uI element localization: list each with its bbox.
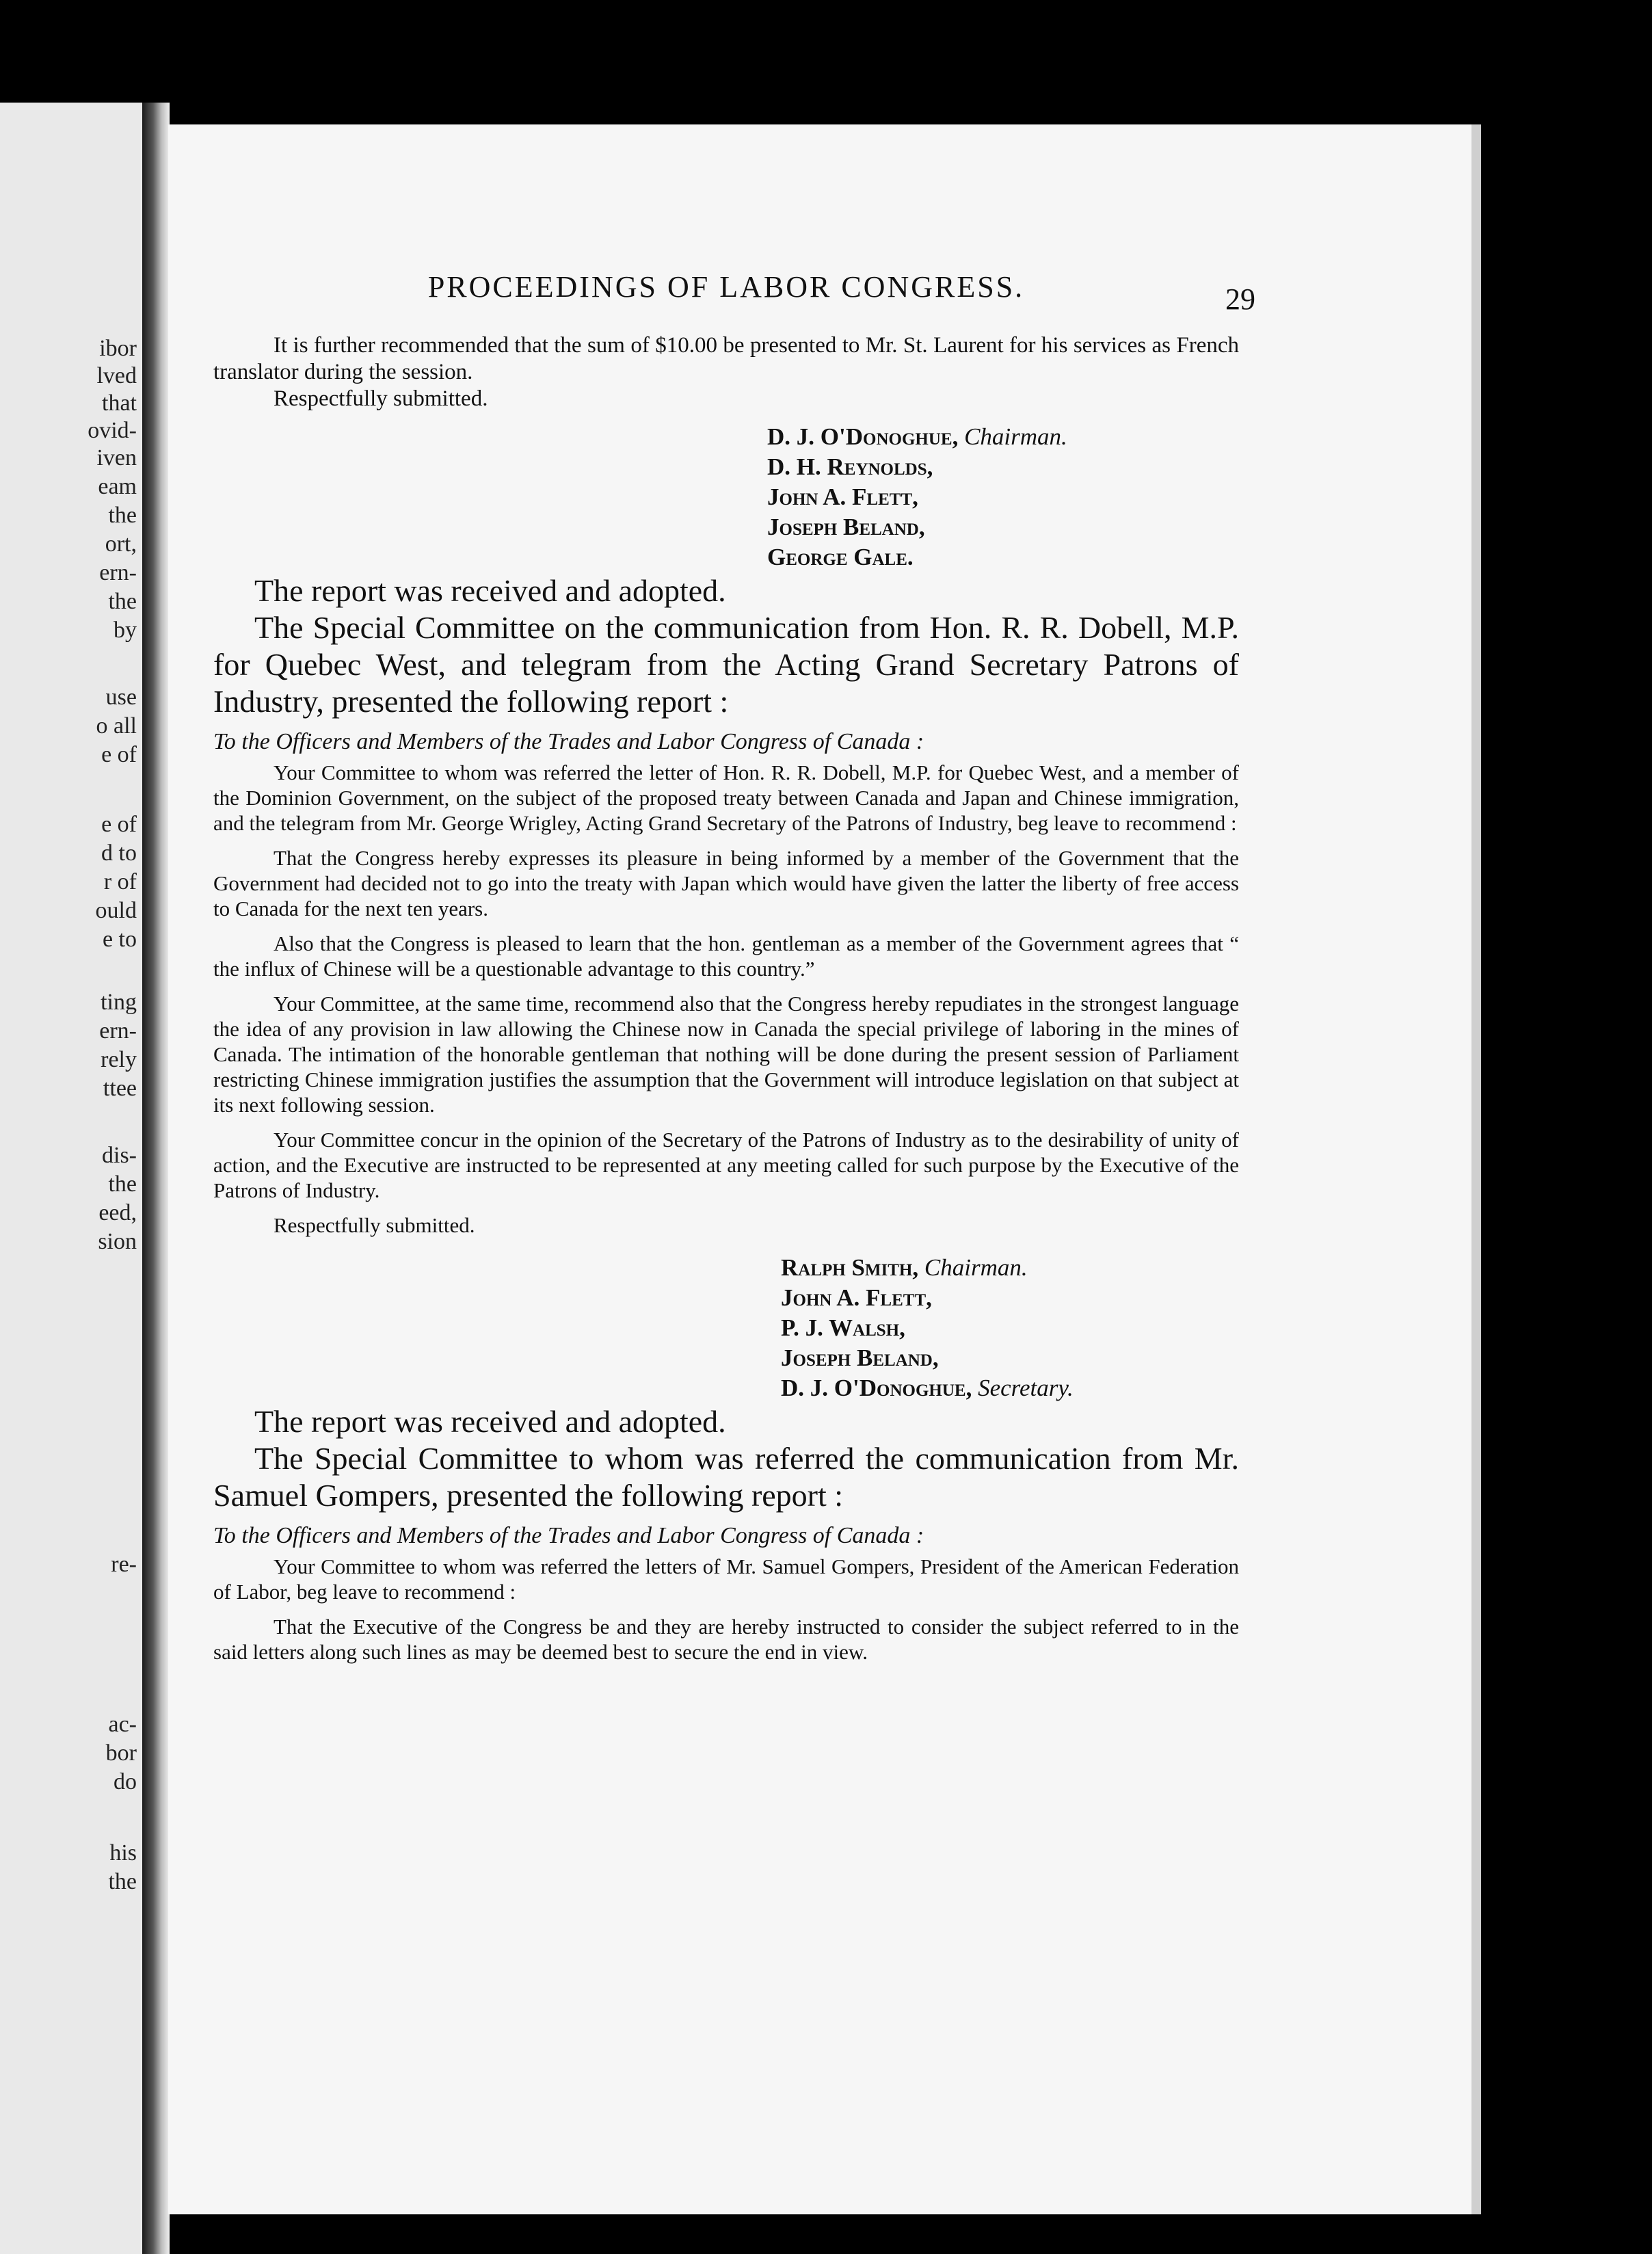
left-page-fragment: ttee: [103, 1076, 137, 1101]
signatory: John A. Flett,: [781, 1284, 932, 1311]
report1-signatories: [767, 422, 1239, 572]
report2-salutation: To the Officers and Members of the Trades and Labor Congress of Canada :: [213, 729, 924, 754]
left-page-fragment: ern-: [99, 560, 137, 585]
report3-salutation: To the Officers and Members of the Trades and Labor Congress of Canada :: [213, 1523, 924, 1548]
report3-paragraph: Your Committee to whom was referred the letters of Mr. Samuel Gompers, President of the American Federation of Labor, beg leave to recommend :: [213, 1554, 1239, 1604]
left-page-fragment: d to: [101, 840, 137, 866]
left-page-fragment: the: [108, 589, 137, 614]
signatory: John A. Flett,: [767, 483, 918, 510]
left-page-fragment: re-: [111, 1552, 137, 1577]
signatory: D. H. Reynolds,: [767, 453, 933, 480]
left-page-fragment: r of: [103, 869, 137, 894]
report2-paragraph: Your Committee, at the same time, recommend also that the Congress hereby repudiates in the strongest language the idea of any provision in law allowing the Chinese now in Canada the special privilege of laboring in the mines of Canada. The intimation of the honorable gentleman that nothing will be done during the present session of Parliament restricting Chinese immigration justifies the assumption that the Government will introduce legislation on that subject at its next following session.: [213, 992, 1239, 1117]
running-head: PROCEEDINGS OF LABOR CONGRESS.: [427, 270, 1025, 304]
signatory: D. J. O'Donoghue, Secretary.: [781, 1375, 1074, 1401]
left-page-fragment: dis-: [102, 1143, 137, 1168]
left-page-fragment: e to: [102, 927, 137, 952]
adopted-notice-2: The report was received and adopted.: [254, 1404, 726, 1439]
report1-closing: Respectfully submitted.: [274, 386, 488, 411]
signatory: D. J. O'Donoghue, Chairman.: [767, 423, 1067, 450]
signatory: P. J. Walsh,: [781, 1314, 905, 1341]
left-page-fragment: eam: [98, 474, 137, 499]
left-page-fragment: bor: [105, 1740, 137, 1766]
left-page-fragment: rely: [101, 1047, 137, 1072]
left-page-fragment: ibor: [99, 336, 137, 361]
left-page-fragment: sion: [98, 1229, 137, 1254]
left-page-fragment: ould: [95, 898, 137, 923]
adopted-notice-1: The report was received and adopted.: [254, 573, 726, 608]
left-page-fragment: e of: [101, 742, 137, 767]
report2-paragraph: Also that the Congress is pleased to learn that the hon. gentleman as a member of the Government agrees that “ the influx of Chinese will be a questionable advantage to this country.”: [213, 931, 1239, 981]
left-page-fragment: his: [109, 1840, 137, 1866]
left-page-fragment: eed,: [98, 1200, 137, 1225]
left-page-fragment: the: [108, 1171, 137, 1197]
left-page-fragment: lved: [96, 363, 137, 388]
left-page-fragment: e of: [101, 812, 137, 837]
report1-paragraph: It is further recommended that the sum of $10.00 be presented to Mr. St. Laurent for his services as French translator during the session.: [213, 333, 1239, 384]
left-page-fragment: use: [105, 685, 137, 710]
signatory: George Gale.: [767, 544, 914, 570]
report2-paragraph: That the Congress hereby expresses its pleasure in being informed by a member of the Government that the Government had decided not to go into the treaty with Japan which would have given the latter the liberty of free access to Canada for the next ten years.: [213, 846, 1239, 920]
signatory: Joseph Beland,: [781, 1344, 939, 1371]
left-page-fragment: ovid-: [88, 418, 137, 443]
report2-closing: Respectfully submitted.: [274, 1213, 475, 1237]
signatory: Joseph Beland,: [767, 514, 925, 540]
left-page-fragment: the: [108, 503, 137, 528]
left-page-fragment: by: [114, 618, 137, 643]
left-page-fragment: ac-: [108, 1712, 137, 1737]
page-content: [213, 269, 1255, 1665]
left-page-fragment: ern-: [99, 1018, 137, 1044]
left-page-fragment: iven: [96, 445, 137, 470]
report3-intro: The Special Committee to whom was referred the communication from Mr. Samuel Gompers, presented the following report :: [213, 1441, 1239, 1513]
left-page-fragment: that: [102, 390, 137, 416]
report2-signatories: [781, 1253, 1239, 1403]
book-gutter: [142, 103, 170, 2254]
left-page-fragment: ting: [101, 990, 137, 1015]
left-page-fragment: do: [114, 1769, 137, 1794]
page-edge: [1471, 124, 1481, 2214]
left-page-fragment: ort,: [105, 531, 137, 557]
report2-intro: The Special Committee on the communication from Hon. R. R. Dobell, M.P. for Quebec West, and telegram from the Acting Grand Secretary Patrons of Industry, presented the following report :: [213, 610, 1239, 719]
left-page-fragment: o all: [96, 713, 137, 739]
report2-paragraph: Your Committee to whom was referred the letter of Hon. R. R. Dobell, M.P. for Quebec West, and a member of the Dominion Government, on the subject of the proposed treaty between Canada and Japan and Chinese immigration, and the telegram from Mr. George Wrigley, Acting Grand Secretary of the Patrons of Industry, beg leave to recommend :: [213, 760, 1239, 835]
report3-paragraph: That the Executive of the Congress be and they are hereby instructed to consider the subject referred to in the said letters along such lines as may be deemed best to secure the end in view.: [213, 1615, 1239, 1664]
signatory: Ralph Smith, Chairman.: [781, 1254, 1028, 1281]
left-page-fragment: the: [108, 1869, 137, 1894]
page-number: 29: [1225, 282, 1255, 316]
report2-paragraph: Your Committee concur in the opinion of the Secretary of the Patrons of Industry as to the desirability of unity of action, and the Executive are instructed to be represented at any meeting called for such purpose by the Executive of the Patrons of Industry.: [213, 1128, 1239, 1202]
